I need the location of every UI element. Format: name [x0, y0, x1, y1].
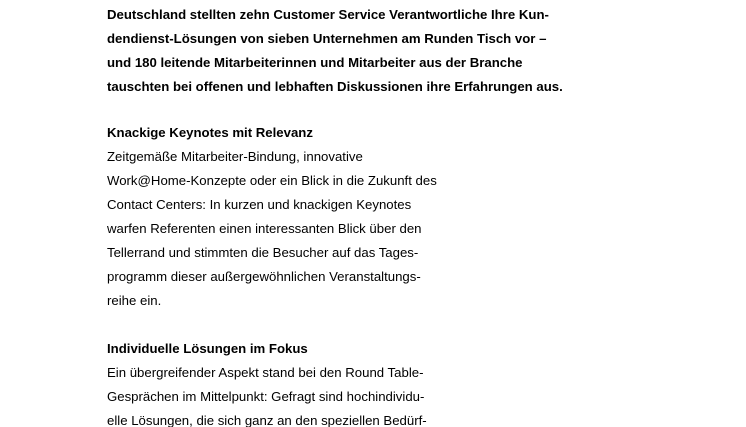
paragraph-line: warfen Referenten einen interessanten Blick über den	[107, 221, 422, 236]
paragraph-line: Tellerrand und stimmten die Besucher auf das Tages-	[107, 245, 419, 260]
intro-line: dendienst-Lösungen von sieben Unternehmen am Runden Tisch vor –	[107, 31, 547, 46]
keynotes-section	[107, 121, 437, 313]
intro-line: tauschten bei offenen und lebhaften Diskussionen ihre Erfahrungen aus.	[107, 79, 563, 94]
intro-paragraph	[107, 3, 563, 99]
paragraph-line: reihe ein.	[107, 293, 162, 308]
intro-line: und 180 leitende Mitarbeiterinnen und Mitarbeiter aus der Branche	[107, 55, 523, 70]
intro-line: Deutschland stellten zehn Customer Service Verantwortliche Ihre Kun-	[107, 7, 549, 22]
paragraph-line: elle Lösungen, die sich ganz an den speziellen Bedürf-	[107, 413, 427, 427]
paragraph-line: Contact Centers: In kurzen und knackigen Keynotes	[107, 197, 412, 212]
paragraph-line: Ein übergreifender Aspekt stand bei den Round Table-	[107, 365, 424, 380]
paragraph-line: Gesprächen im Mittelpunkt: Gefragt sind hochindividu-	[107, 389, 425, 404]
paragraph-line: programm dieser außergewöhnlichen Veranstaltungs-	[107, 269, 421, 284]
paragraph-line: Work@Home-Konzepte oder ein Blick in die Zukunft des	[107, 173, 437, 188]
section-heading: Knackige Keynotes mit Relevanz	[107, 125, 313, 140]
section-heading: Individuelle Lösungen im Fokus	[107, 341, 308, 356]
paragraph-line: Zeitgemäße Mitarbeiter-Bindung, innovative	[107, 149, 363, 164]
solutions-section	[107, 337, 427, 427]
